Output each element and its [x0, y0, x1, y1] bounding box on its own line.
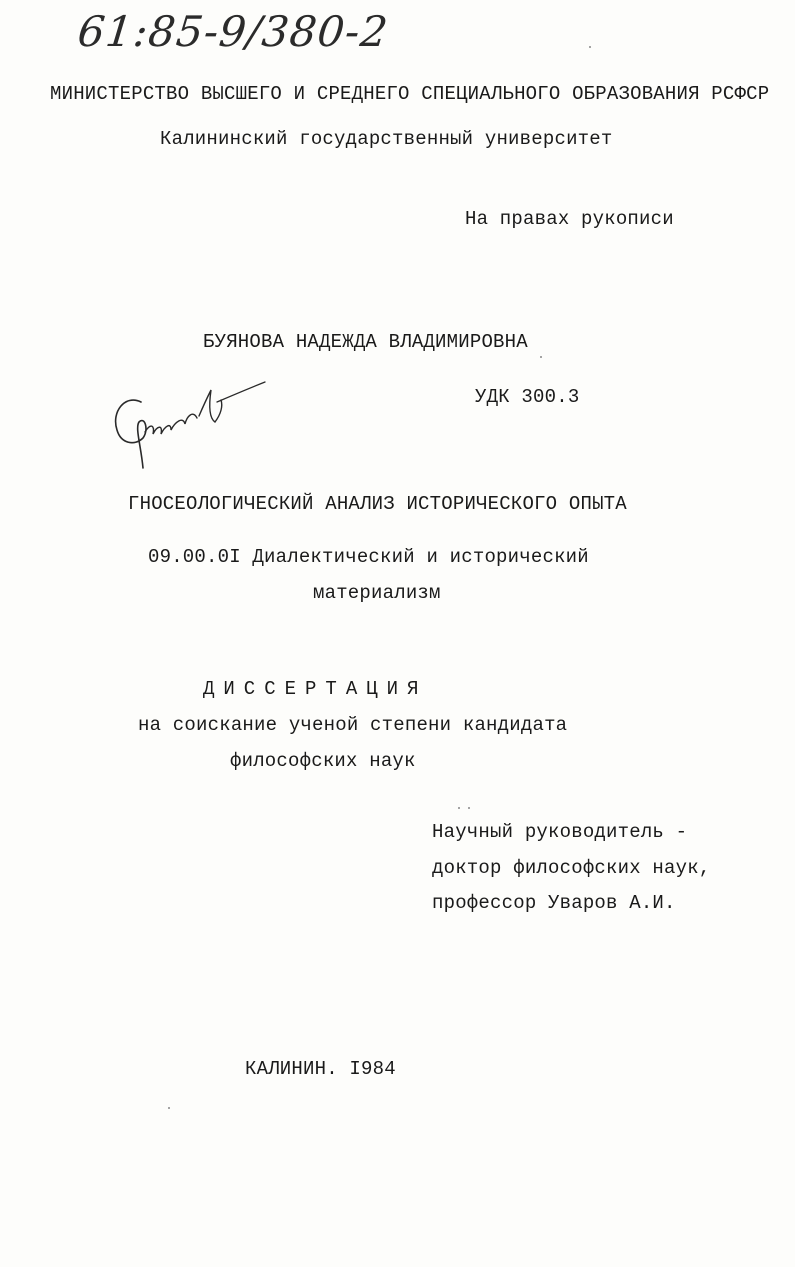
- supervisor-line-1: Научный руководитель -: [432, 821, 688, 843]
- scan-speck: [168, 1107, 170, 1109]
- scan-speck: [589, 46, 591, 48]
- rights-note: На правах рукописи: [465, 208, 674, 230]
- degree-line-1: на соискание ученой степени кандидата: [138, 714, 568, 736]
- supervisor-line-3: профессор Уваров А.И.: [432, 892, 676, 914]
- specialty-line-2: материализм: [313, 582, 441, 604]
- scan-speck: [458, 807, 460, 809]
- degree-line-2: философских наук: [230, 750, 416, 772]
- supervisor-line-2: доктор философских наук,: [432, 857, 711, 879]
- author-signature-icon: [105, 372, 280, 482]
- author-name: БУЯНОВА НАДЕЖДА ВЛАДИМИРОВНА: [203, 331, 528, 353]
- handwritten-catalog-number: 61:85-9/380-2: [75, 7, 391, 56]
- place-and-year: КАЛИНИН. I984: [245, 1058, 396, 1080]
- ministry-header: МИНИСТЕРСТВО ВЫСШЕГО И СРЕДНЕГО СПЕЦИАЛЬНОГО ОБРАЗОВАНИЯ РСФСР: [50, 83, 770, 105]
- university-name: Калининский государственный университет: [160, 128, 613, 150]
- dissertation-heading: ДИССЕРТАЦИЯ: [203, 678, 428, 700]
- specialty-line-1: 09.00.0I Диалектический и исторический: [148, 546, 589, 568]
- scan-speck: [468, 807, 470, 809]
- dissertation-title: ГНОСЕОЛОГИЧЕСКИЙ АНАЛИЗ ИСТОРИЧЕСКОГО ОПЫТА: [128, 493, 627, 515]
- scan-speck: [540, 356, 542, 358]
- udc-code: УДК 300.3: [475, 386, 580, 408]
